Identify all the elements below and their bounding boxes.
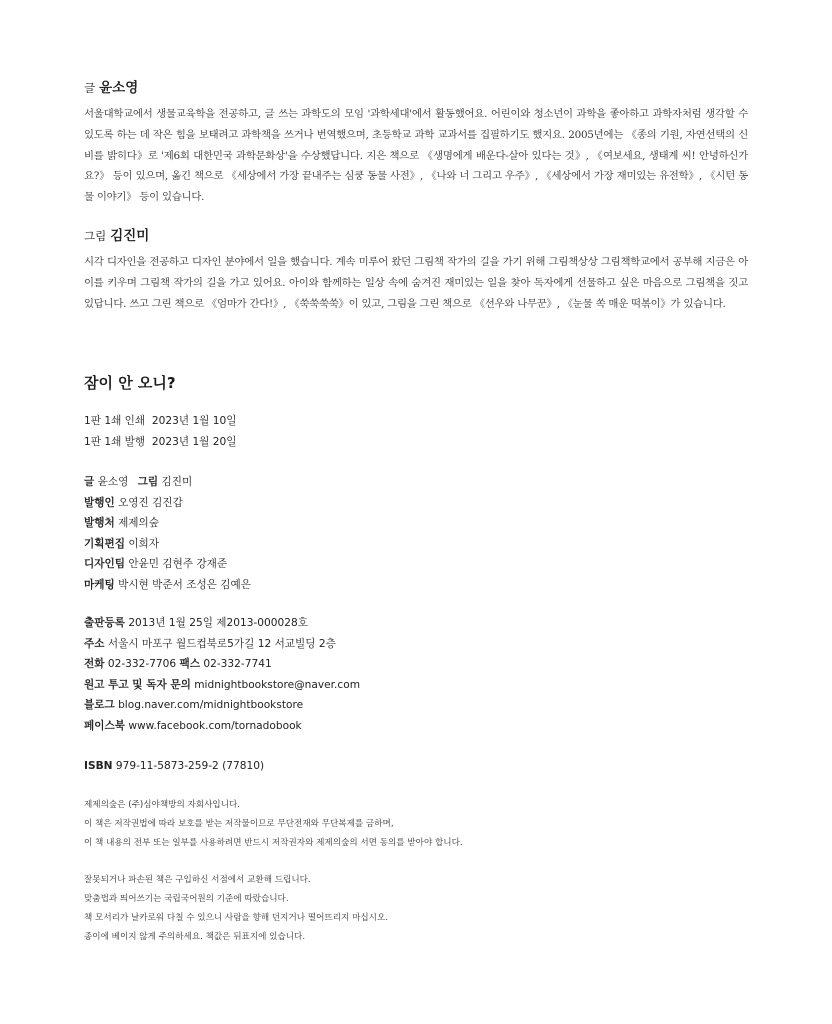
caution-line: 맞춤법과 띄어쓰기는 국립국어원의 기준에 따랐습니다. <box>84 894 289 904</box>
illustrator-section <box>84 228 748 314</box>
credit-value: 안윤민 김현주 강재준 <box>128 558 228 571</box>
credit-label: 디자인팀 <box>84 558 125 571</box>
credit-row <box>84 575 748 596</box>
isbn-value: 979-11-5873-259-2 (77810) <box>115 760 265 772</box>
fax-label: 팩스 <box>179 658 200 671</box>
legal-notice <box>84 796 748 853</box>
credit-label: 마케팅 <box>84 578 115 591</box>
illustrator-bio: 시각 디자인을 전공하고 디자인 분야에서 일을 했습니다. 계속 미루어 왔던 그림책 작가의 길을 가기 위해 그림책상상 그림책학교에서 공부해 지금은 아이를 키우며 그림책 작가의 길을 가고 있어요. 아이와 함께하는 일상 속에 숨겨진 재미있는 일을 찾아 독자에게 선물하고 싶은 마음으로 그림책을 짓고 있답니다. 쓰고 그린 책으로 《엄마가 간다!》, 《쑥쑥쑥쑥》이 있고, 그림을 그린 책으로 《선우와 나무꾼》, 《눈물 쏙 매운 떡볶이》가 있습니다. <box>84 256 748 310</box>
writer-section <box>84 80 748 208</box>
blog-url: blog.naver.com/midnightbookstore <box>118 699 304 712</box>
edition-publish: 1판 1쇄 발행 2023년 1월 20일 <box>84 435 237 448</box>
writer-bio: 서울대학교에서 생물교육학을 전공하고, 글 쓰는 과학도의 모임 '과학세대'에서 활동했어요. 어린이와 청소년이 과학을 좋아하고 과학자처럼 생각할 수 있도록 하는 데 작은 힘을 보태려고 과학책을 쓰거나 번역했으며, 초등학교 과학 교과서를 집필하기도 했지요. 2005년에는 《종의 기원, 자연선택의 신비를 밝히다》로 '제6회 대한민국 과학문화상'을 수상했답니다. 지은 책으로 《생명에게 배운다-살아 있다는 것》, 《여보세요, 생태계 씨! 안녕하신가요?》 등이 있으며, 옮긴 책으로 《세상에서 가장 끝내주는 심쿵 동물 사전》, 《나와 너 그리고 우주》, 《세상에서 가장 재미있는 유전학》, 《시턴 동물 이야기》 등이 있습니다. <box>84 108 748 204</box>
illustrator-heading <box>84 228 748 244</box>
facebook-url: www.facebook.com/tornadobook <box>128 719 302 732</box>
phone-row <box>84 654 748 675</box>
credit-label: 발행처 <box>84 517 115 530</box>
submission-email: midnightbookstore@naver.com <box>194 678 361 691</box>
credit-label: 발행인 <box>84 496 115 509</box>
submission-row <box>84 675 748 696</box>
caution-line: 책 모서리가 날카로워 다칠 수 있으니 사람을 향해 던지거나 떨어뜨리지 마십시오. <box>84 913 389 923</box>
isbn-label: ISBN <box>84 760 113 772</box>
isbn-row <box>84 756 748 777</box>
caution-line: 종이에 베이지 않게 주의하세요. 책값은 뒤표지에 있습니다. <box>84 932 306 942</box>
credit-value: 이희자 <box>128 537 160 550</box>
credit-writer: 윤소영 <box>97 476 129 488</box>
credit-illustrator: 김진미 <box>161 476 193 488</box>
publisher-block <box>84 613 748 737</box>
credit-label: 기획편집 <box>84 537 125 550</box>
isbn-block <box>84 756 748 777</box>
credit-value: 박시현 박준서 조성은 김예은 <box>118 578 251 591</box>
credit-writer-label: 글 <box>84 476 95 488</box>
edition-print: 1판 1쇄 인쇄 2023년 1월 10일 <box>84 415 237 427</box>
legal-line: 제제의숲은 (주)심야책방의 자회사입니다. <box>84 800 241 810</box>
legal-line: 이 책 내용의 전부 또는 일부를 사용하려면 반드시 저작권자와 제제의숲의 서면 동의를 받아야 합니다. <box>84 838 463 848</box>
legal-line: 이 책은 저작권법에 따라 보호를 받는 저작물이므로 무단전재와 무단복제를 금하며, <box>84 819 394 829</box>
facebook-row <box>84 716 748 737</box>
address-label: 주소 <box>84 637 105 650</box>
submission-label: 원고 투고 및 독자 문의 <box>84 678 191 691</box>
writer-heading <box>84 80 748 96</box>
book-title: 잠이 안 오니? <box>84 374 176 392</box>
caution-line: 잘못되거나 파손된 책은 구입하신 서점에서 교환해 드립니다. <box>84 875 311 885</box>
address-row <box>84 634 748 655</box>
fax-value: 02-332-7741 <box>203 658 272 671</box>
writer-name: 윤소영 <box>99 80 139 96</box>
blog-row <box>84 695 748 716</box>
edition-info <box>84 411 748 452</box>
illustrator-role: 그림 <box>84 229 107 243</box>
credit-row <box>84 493 748 514</box>
phone-value: 02-332-7706 <box>107 658 177 671</box>
credit-illustrator-label: 그림 <box>137 476 159 488</box>
credits-block <box>84 472 748 596</box>
registration-value: 2013년 1월 25일 제2013-000028호 <box>128 617 308 629</box>
credit-row <box>84 534 748 555</box>
registration-row <box>84 613 748 634</box>
credit-value: 제제의숲 <box>118 517 160 530</box>
credit-value: 오영진 김진갑 <box>118 496 183 509</box>
phone-label: 전화 <box>84 658 105 671</box>
registration-label: 출판등록 <box>84 617 125 629</box>
credit-authors <box>84 472 748 493</box>
facebook-label: 페이스북 <box>84 719 125 732</box>
address-value: 서울시 마포구 월드컵북로5가길 12 서교빌딩 2층 <box>107 637 336 650</box>
caution-notice <box>84 871 748 947</box>
blog-label: 블로그 <box>84 699 115 712</box>
credit-row <box>84 513 748 534</box>
credit-row <box>84 554 748 575</box>
illustrator-name: 김진미 <box>110 228 150 244</box>
writer-role: 글 <box>84 81 96 95</box>
